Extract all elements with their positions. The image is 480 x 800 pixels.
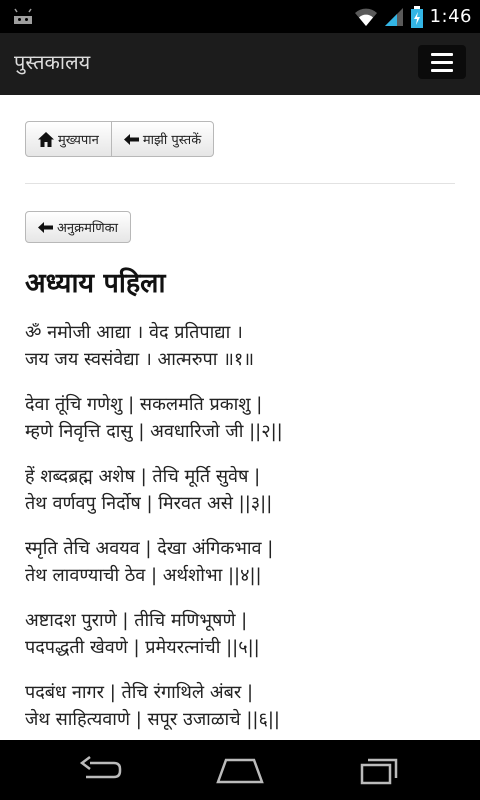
verse-line: पदपद्धती खेवणे | प्रमेयरत्नांची ||५|| xyxy=(25,637,260,658)
battery-icon xyxy=(410,6,424,28)
verse-line: तेथ वर्णवपु निर्दोष | मिरवत असे ||३|| xyxy=(25,493,273,514)
verse xyxy=(25,535,465,589)
verse xyxy=(25,319,465,373)
my-books-button-label: माझी पुस्तकें xyxy=(142,133,202,148)
app-title: पुस्तकालय xyxy=(14,50,91,74)
index-button-label: अनुक्रमणिका xyxy=(57,221,119,236)
app-bar xyxy=(0,33,480,95)
home-icon xyxy=(38,132,54,147)
menu-button[interactable] xyxy=(418,45,466,79)
verse-line: पदबंध नागर | तेचि रंगाथिले अंबर | xyxy=(25,682,254,703)
verse-line: देवा तूंचि गणेशु | सकलमति प्रकाशु | xyxy=(25,394,263,415)
verse-line: अष्टादश पुराणे | तीचि मणिभूषणे | xyxy=(25,610,248,631)
verse-line: स्मृति तेचि अवयव | देखा अंगिकभाव | xyxy=(25,538,274,559)
verse-line: हें शब्दब्रह्म अशेष | तेचि मूर्ति सुवेष | xyxy=(25,466,261,487)
verse-line: जय जय स्वसंवेद्या । आत्मरुपा ॥१॥ xyxy=(25,349,255,370)
signal-icon xyxy=(384,7,404,27)
arrow-left-icon xyxy=(38,222,53,233)
clock: 1:46 xyxy=(429,6,472,27)
verse-line: म्हणे निवृत्ति दासु | अवधारिजो जी ||२|| xyxy=(25,421,283,442)
system-nav-bar xyxy=(0,740,480,800)
android-icon xyxy=(12,7,34,25)
menu-icon xyxy=(431,53,453,56)
home-button[interactable] xyxy=(26,122,111,156)
index-button[interactable] xyxy=(25,211,131,243)
divider xyxy=(25,183,455,184)
home-button-label: मुख्यपान xyxy=(58,133,99,148)
verse-line: ॐ नमोजी आद्या । वेद प्रतिपाद्या । xyxy=(25,322,243,343)
chapter-title: अध्याय पहिला xyxy=(25,268,166,299)
content-area[interactable] xyxy=(0,95,480,740)
arrow-left-icon xyxy=(124,134,139,145)
wifi-icon xyxy=(354,7,378,27)
back-icon[interactable] xyxy=(76,754,124,786)
verse xyxy=(25,463,465,517)
home-nav-icon[interactable] xyxy=(216,754,264,786)
nav-button-group xyxy=(25,121,214,157)
verse-list xyxy=(25,319,465,740)
verse-line: जेथ साहित्यवाणे | सपूर उजाळाचे ||६|| xyxy=(25,709,280,730)
verse xyxy=(25,391,465,445)
recent-apps-icon[interactable] xyxy=(356,754,404,786)
verse xyxy=(25,607,465,661)
my-books-button[interactable] xyxy=(111,122,213,156)
status-bar xyxy=(0,0,480,33)
verse xyxy=(25,679,465,733)
verse-line: तेथ लावण्याची ठेव | अर्थशोभा ||४|| xyxy=(25,565,262,586)
